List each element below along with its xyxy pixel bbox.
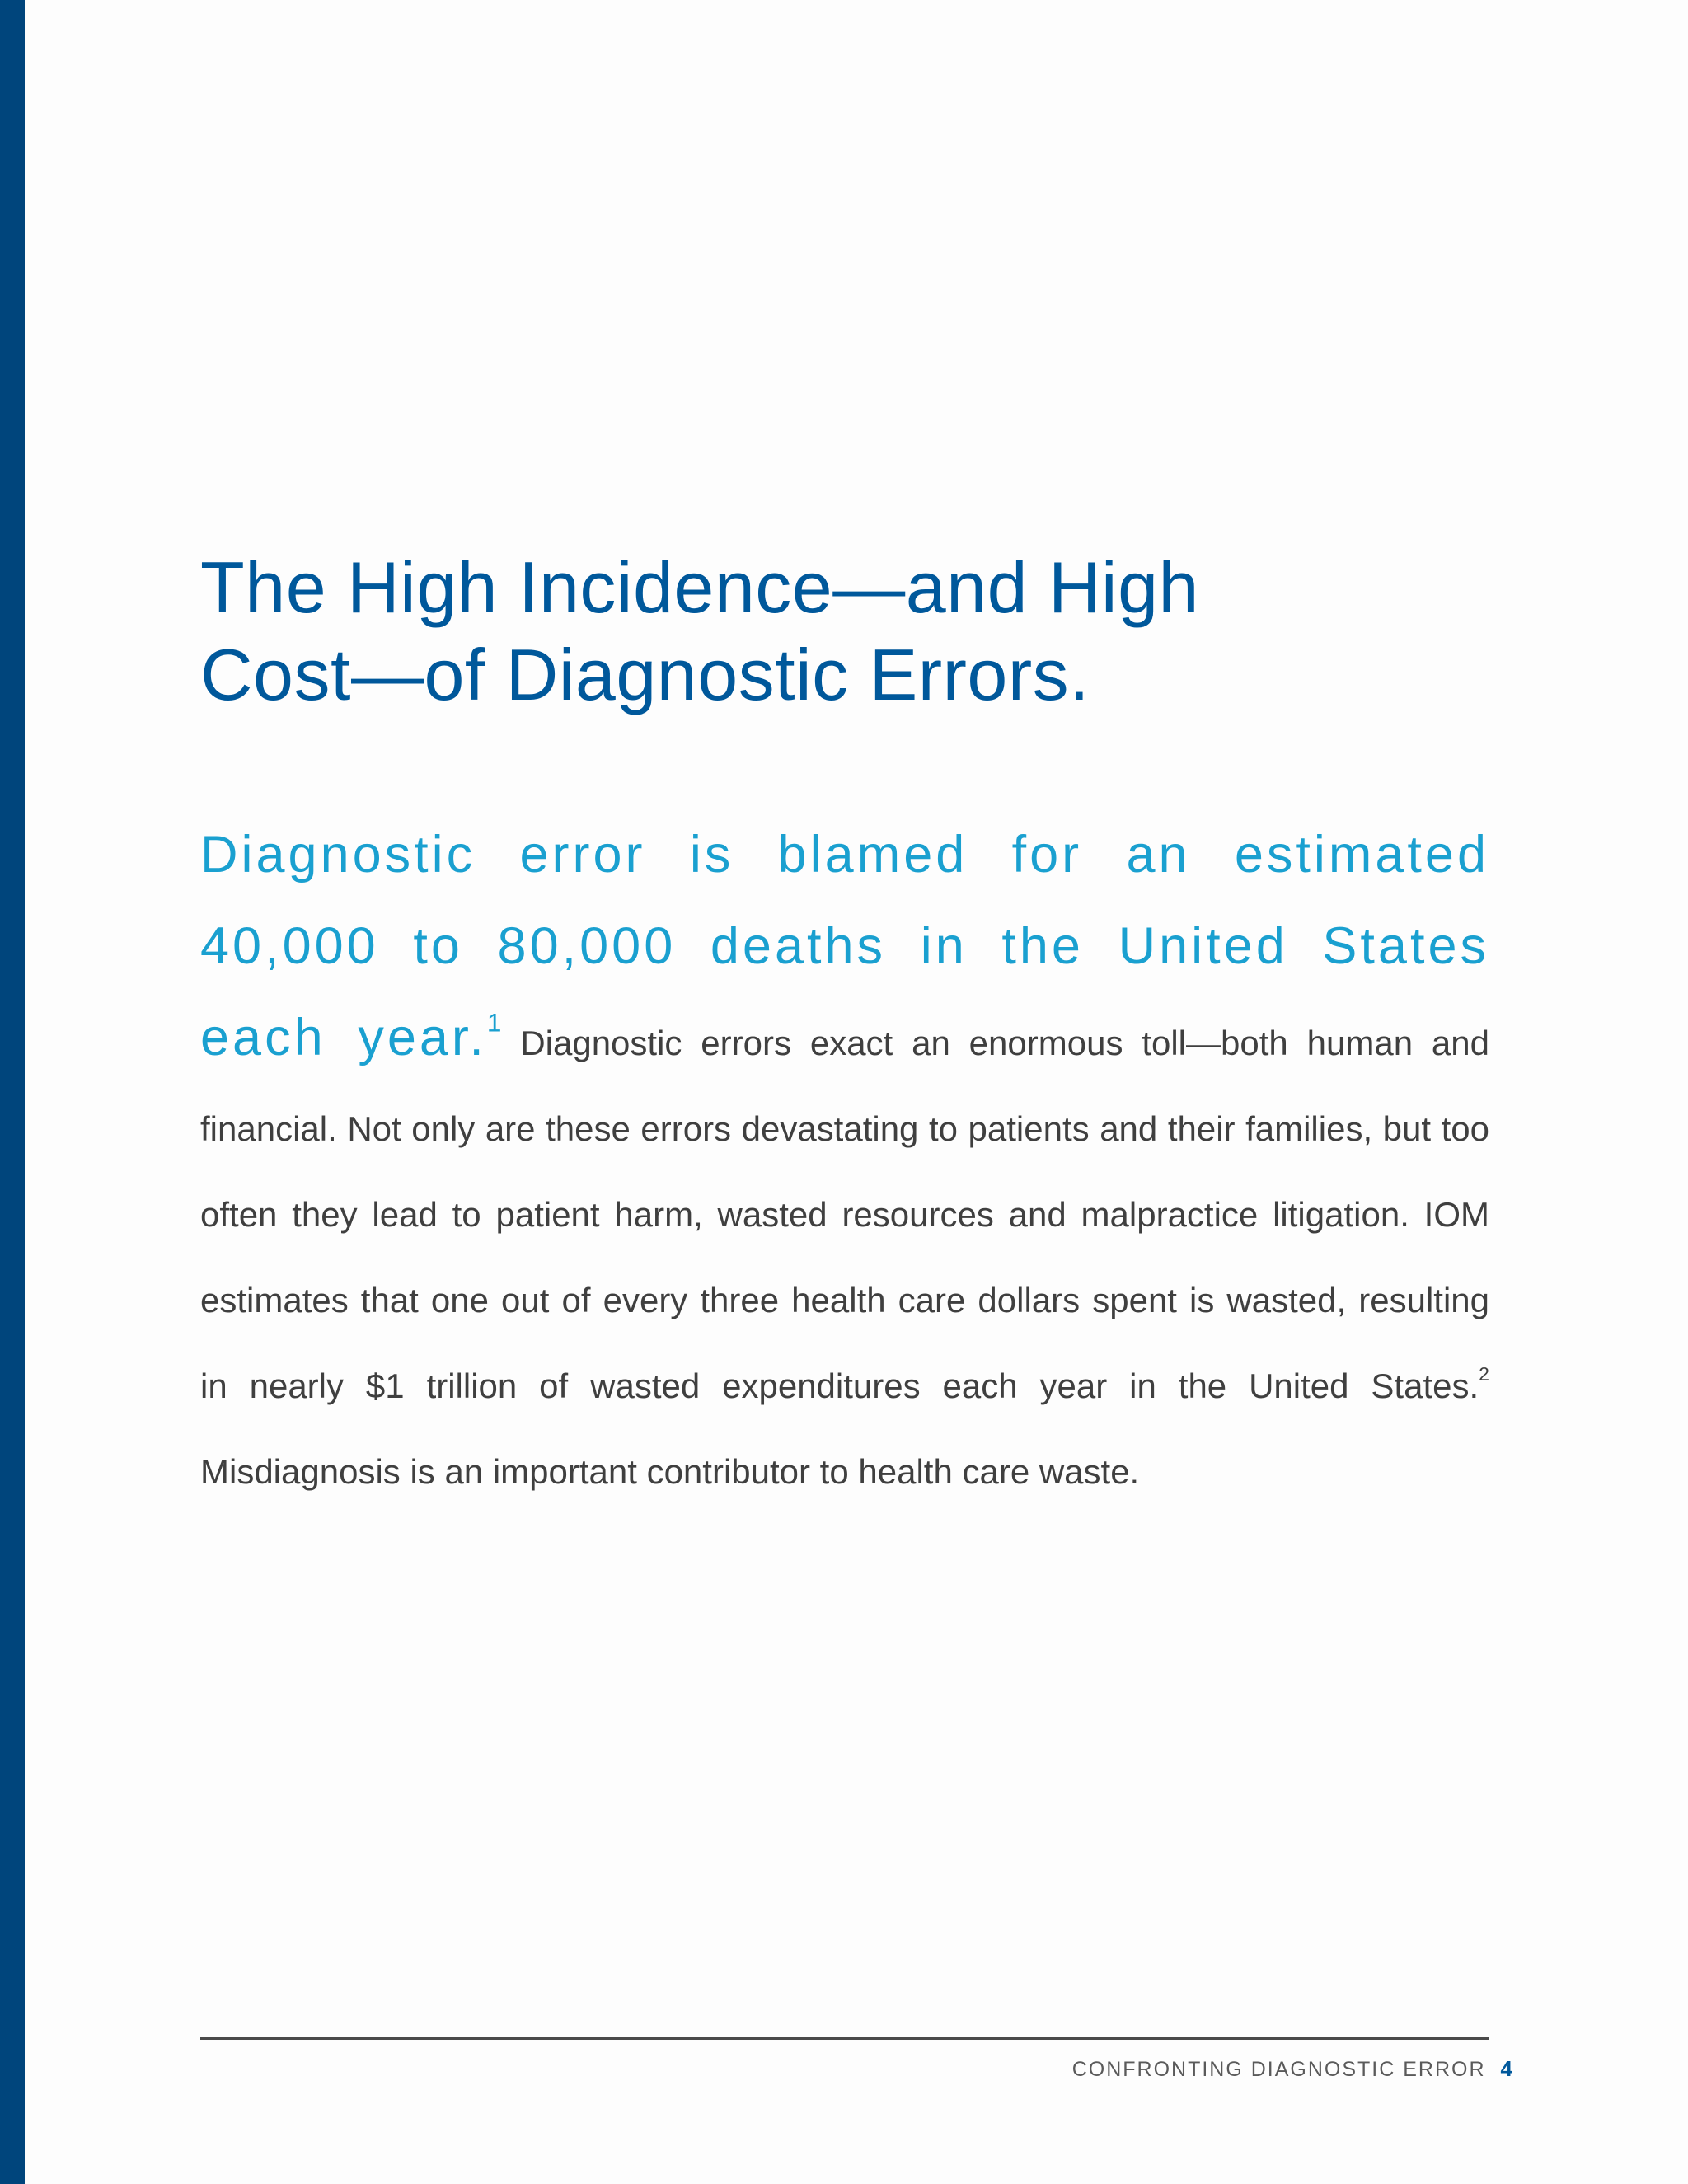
body-text-part-2: Misdiagnosis is an important contributor to health care waste. [200, 1452, 1140, 1491]
page-title-line-2: Cost—of Diagnostic Errors. [200, 634, 1090, 715]
body-paragraph [200, 812, 1489, 1515]
page-footer [1072, 2055, 1512, 2083]
page-title-line-1: The High Incidence—and High [200, 546, 1199, 628]
left-accent-bar [0, 0, 25, 2184]
page-title [200, 544, 1486, 719]
footnote-ref-2: 2 [1479, 1363, 1489, 1385]
body-text-part-1: Diagnostic errors exact an enormous toll—both human and financial. Not only are these errors devastating to patients and their families, but too often they lead to patient harm, wasted resources and malpractice litigation. IOM estimates that one out of every three health care dollars spent is wasted, resulting in nearly $1 trillion of wasted expenditures each year in the United States. [200, 1024, 1489, 1405]
footer-label: CONFRONTING DIAGNOSTIC ERROR [1071, 2058, 1486, 2081]
footer-divider [200, 2037, 1489, 2040]
footnote-ref-1: 1 [486, 1007, 502, 1038]
page-number: 4 [1500, 2056, 1512, 2081]
lead-text: Diagnostic error is blamed for an estimated 40,000 to 80,000 deaths in the United States each year. [200, 826, 1489, 1066]
